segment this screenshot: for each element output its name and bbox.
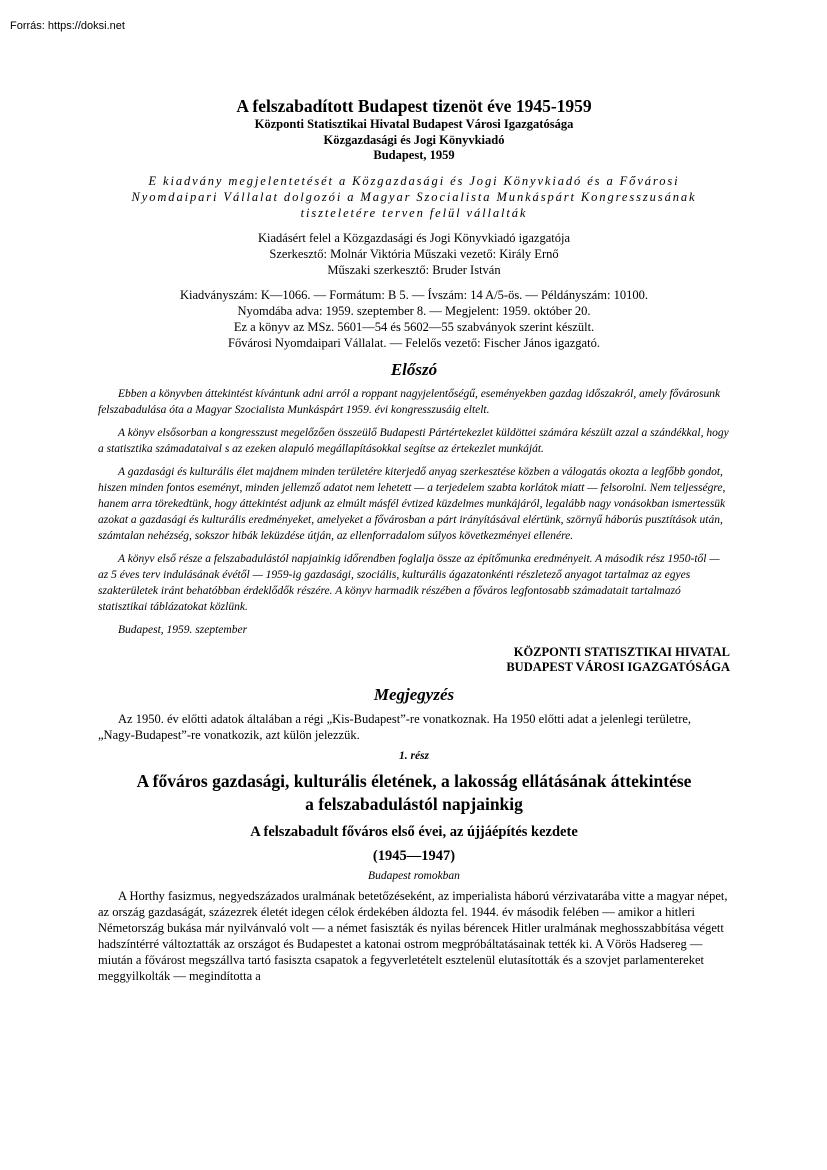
subsection-title: Budapest romokban [368, 869, 460, 882]
dedication [98, 173, 730, 221]
credits [98, 230, 730, 278]
document-title: A felszabadított Budapest tizenöt éve 1945-1959 [236, 96, 592, 116]
part-label: 1. rész [398, 749, 430, 762]
publisher-line: Budapest, 1959 [373, 148, 455, 162]
print-line: Fővárosi Nyomdaipari Vállalat. — Felelős vezető: Fischer János igazgató. [228, 335, 600, 350]
signature-line: BUDAPEST VÁROSI IGAZGATÓSÁGA [506, 660, 730, 674]
part-title-line: a felszabadulástól napjainkig [305, 793, 523, 814]
foreword-paragraph: A könyv első része a felszabadulástól napjainkig időrendben foglalja össze az építőmunka eredményeit. A második rész 1950-től — az 5 éves terv indulásának évétől — 1959-ig gazdasági, szociális, kulturális ágazatonkénti részletező anyagot tartalmaz az egyes szakterületek iránt behatóbban érdeklődők részére. A könyv harmadik részében a főváros legfontosabb számadatait tartalmazó statisztikai táblázatokat közlünk. [98, 552, 720, 613]
print-details [98, 287, 730, 351]
foreword-date: Budapest, 1959. szeptember [118, 623, 248, 636]
credits-line: Szerkesztő: Molnár Viktória Műszaki vezető: Király Ernő [269, 246, 559, 261]
foreword-paragraph: Ebben a könyvben áttekintést kívántunk adni arról a roppant nagyjelentőségű, eseményekben gazdag időszakról, amely fővárosunk felszabadulása óta a Magyar Szocialista Munkáspárt 1959. évi kongresszusáig eltelt. [98, 387, 721, 416]
credits-line: Kiadásért felel a Közgazdasági és Jogi Könyvkiadó igazgatója [257, 230, 571, 245]
foreword-paragraph: A könyv elsősorban a kongresszust megelőzően összeülő Budapesti Pártértekezlet küldöttei számára készült azzal a szándékkal, hogy a statisztika számadataival s az ezeken alapuló megállapításokkal segítse az értekezlet munkáját. [98, 426, 729, 455]
print-line: Ez a könyv az MSz. 5601—54 és 5602—55 szabványok szerint készült. [233, 319, 595, 334]
foreword-signature [98, 645, 730, 676]
dedication-line: Nyomdaipari Vállalat dolgozói a Magyar Szocialista Munkáspárt Kongresszusának [131, 189, 697, 204]
part-title-line: A főváros gazdasági, kulturális életének, a lakosság ellátásának áttekintése [136, 770, 692, 791]
publisher-line: Közgazdasági és Jogi Könyvkiadó [323, 132, 505, 147]
section-title: A felszabadult főváros első évei, az újjáépítés kezdete [250, 823, 578, 840]
publisher-line: Központi Statisztikai Hivatal Budapest Városi Igazgatósága [254, 117, 574, 131]
body-paragraph: A Horthy fasizmus, negyedszázados uralmának betetőzéseként, az imperialista háború vérzivatarába vitte a magyar népet, az ország gazdaságát, százezrek életét idegen célok érdekében áldozta fel. 1944. év második felében — amikor a hitleri Németország bukása már nyilvánvaló volt — a német fasiszták és nyilas bérencek Hitler uralmának meghosszabbítása végett hadszíntérré változtatták az országot és Budapestet a katonai ostrom megpróbáltatásainak tették ki. A Vörös Hadsereg — miután a fővárost megszállva tartó fasiszta csapatok a fegyverletételt esztelenül elutasították és a szovjet parlamentereket meggyilkolták — megindította a [98, 888, 728, 983]
print-line: Kiadványszám: K—1066. — Formátum: B 5. — Ívszám: 14 A/5-ös. — Példányszám: 10100. [179, 287, 648, 302]
dedication-line: tiszteletére terven felül vállalták [300, 205, 528, 220]
section-years: (1945—1947) [372, 847, 456, 864]
dedication-line: E kiadvány megjelentetését a Közgazdasági és Jogi Könyvkiadó és a Fővárosi [148, 173, 680, 188]
print-line: Nyomdába adva: 1959. szeptember 8. — Megjelent: 1959. október 20. [237, 303, 591, 318]
note-heading: Megjegyzés [373, 684, 455, 704]
source-label: Forrás: https://doksi.net [10, 20, 125, 32]
title-block [98, 96, 730, 164]
document-page [98, 96, 730, 991]
note-paragraph: Az 1950. év előtti adatok általában a régi „Kis-Budapest”-re vonatkoznak. Ha 1950 előtti adat a jelenlegi területre, „Nagy-Budapest”-re vonatkozik, azt külön jelezzük. [98, 711, 692, 742]
credits-line: Műszaki szerkesztő: Bruder István [327, 262, 501, 277]
foreword-heading: Előszó [390, 359, 438, 379]
foreword-paragraph: A gazdasági és kulturális élet majdnem minden területére kiterjedő anyag szerkesztése közben a válogatás okozta a legfőbb gondot, hiszen minden fontos eseményt, minden jellemző adatot nem lehetett — a terjedelem szabta korlátok miatt — felsorolni. Nem teljességre, hanem arra törekedtünk, hogy áttekintést adjunk az elmúlt másfél évtized küzdelmes munkájáról, legalább nagy vonásokban ismertessük azokat a gazdasági és kulturális eredményeket, amelyeket a fővárosban a párt irányításával elértünk, szörnyű háborús pusztítások után, számtalan nehézség, sokszor hibák leküzdése útján, az ellenforradalom súlyos következményei ellenére. [98, 465, 726, 542]
signature-line: KÖZPONTI STATISZTIKAI HIVATAL [513, 644, 730, 659]
part-title [98, 770, 730, 816]
